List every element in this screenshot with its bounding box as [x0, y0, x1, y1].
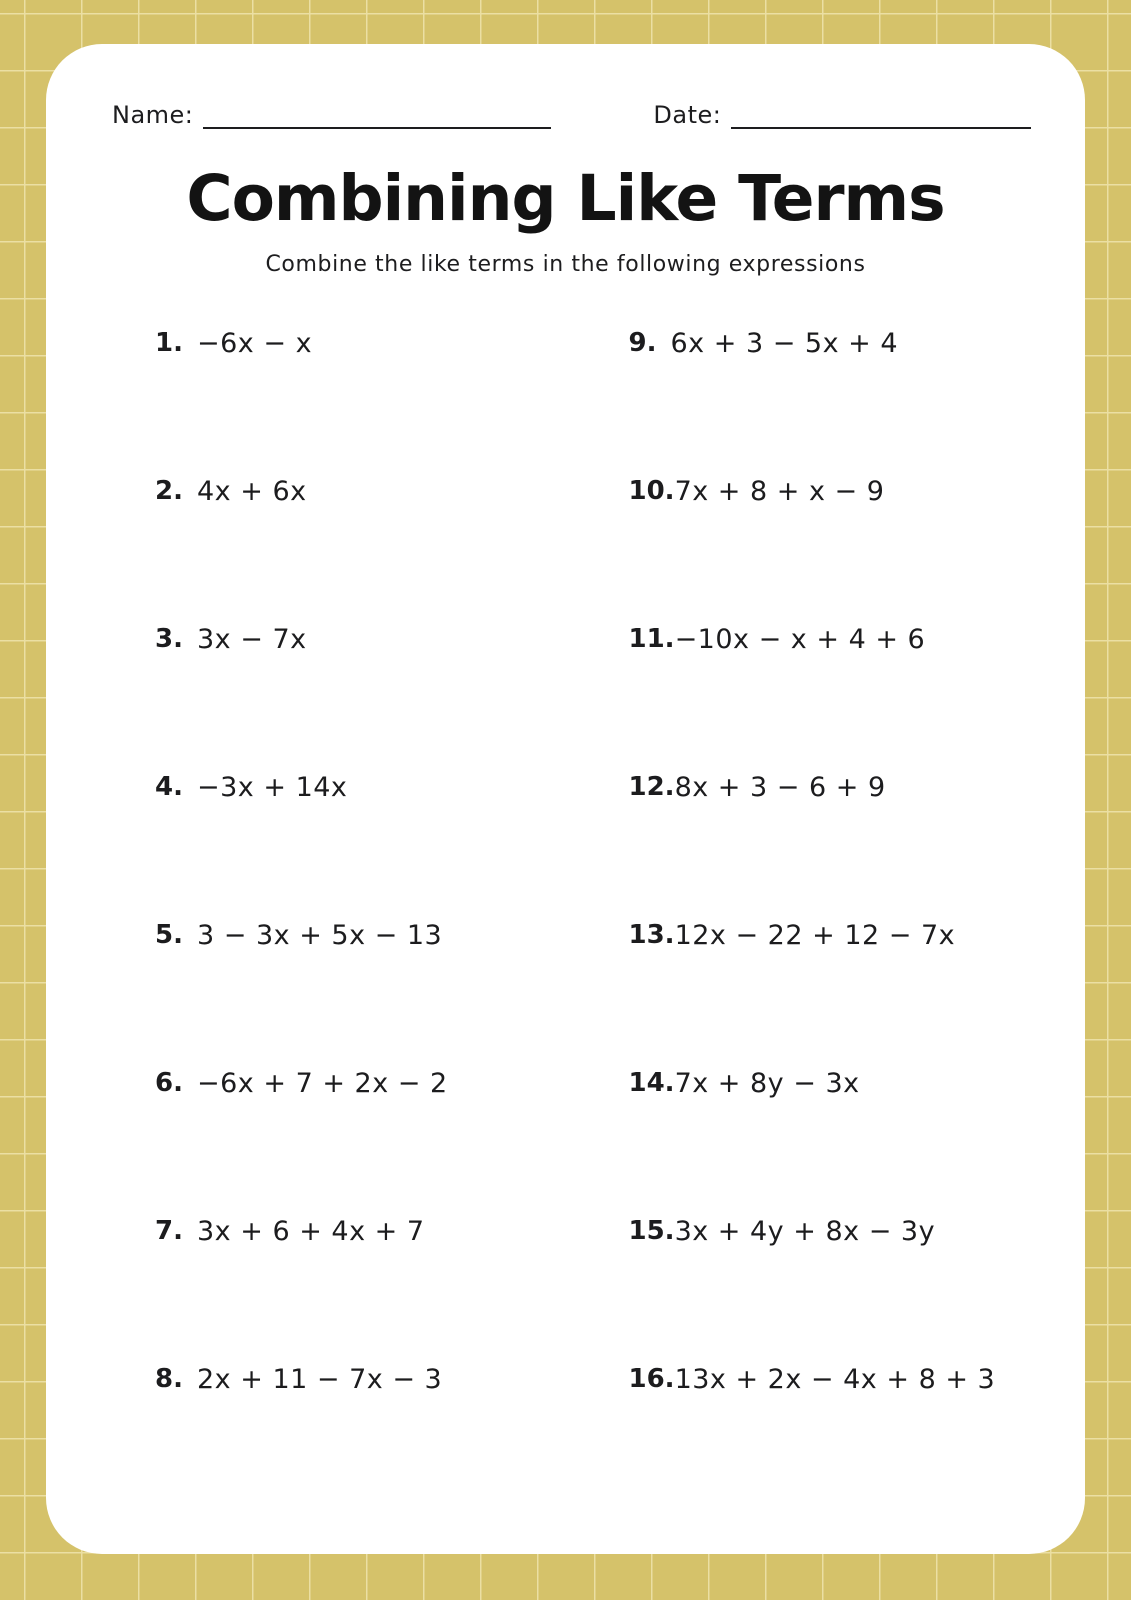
problem-expression: 7x + 8y − 3x	[674, 1068, 860, 1099]
problem-number: 7.	[155, 1216, 183, 1246]
date-blank-line[interactable]	[731, 103, 1031, 129]
header-fields	[46, 101, 1085, 129]
problems-column-left	[46, 328, 566, 1512]
name-field	[112, 101, 551, 129]
problem-expression: 3x + 4y + 8x − 3y	[674, 1216, 936, 1247]
problem-expression: 3x + 6 + 4x + 7	[197, 1216, 425, 1247]
problem-number: 13.	[628, 920, 675, 950]
problem-number: 6.	[155, 1068, 183, 1098]
problem-number: 14.	[628, 1068, 675, 1098]
problem-expression: 2x + 11 − 7x − 3	[197, 1364, 443, 1395]
problem-number: 5.	[155, 920, 183, 950]
problem-8	[155, 1364, 566, 1512]
problem-expression: 13x + 2x − 4x + 8 + 3	[674, 1364, 996, 1395]
problems-column-right	[566, 328, 1086, 1512]
problem-expression: 4x + 6x	[197, 476, 307, 507]
problem-6	[155, 1068, 566, 1216]
problem-15	[629, 1216, 1086, 1364]
problem-expression: 3 − 3x + 5x − 13	[197, 920, 443, 951]
problem-number: 3.	[155, 624, 183, 654]
problem-expression: 12x − 22 + 12 − 7x	[674, 920, 956, 951]
problem-3	[155, 624, 566, 772]
problems-grid	[46, 328, 1085, 1512]
problem-number: 15.	[628, 1216, 675, 1246]
problem-number: 8.	[155, 1364, 183, 1394]
problem-16	[629, 1364, 1086, 1512]
problem-4	[155, 772, 566, 920]
problem-number: 2.	[155, 476, 183, 506]
problem-expression: −6x − x	[197, 328, 313, 359]
problem-9	[629, 328, 1086, 476]
problem-number: 16.	[628, 1364, 675, 1394]
problem-10	[629, 476, 1086, 624]
problem-5	[155, 920, 566, 1068]
problem-13	[629, 920, 1086, 1068]
problem-12	[629, 772, 1086, 920]
problem-expression: 8x + 3 − 6 + 9	[674, 772, 886, 803]
problem-1	[155, 328, 566, 476]
problem-14	[629, 1068, 1086, 1216]
problem-expression: −10x − x + 4 + 6	[674, 624, 926, 655]
problem-expression: −3x + 14x	[197, 772, 348, 803]
problem-number: 9.	[628, 328, 657, 358]
problem-number: 4.	[155, 772, 183, 802]
problem-11	[629, 624, 1086, 772]
problem-number: 11.	[628, 624, 675, 654]
problem-number: 1.	[155, 328, 183, 358]
date-field	[653, 101, 1031, 129]
problem-number: 10.	[628, 476, 675, 506]
worksheet-card	[46, 44, 1085, 1554]
page-subtitle: Combine the like terms in the following expressions	[265, 252, 866, 277]
problem-expression: 6x + 3 − 5x + 4	[670, 328, 899, 359]
problem-expression: −6x + 7 + 2x − 2	[197, 1068, 448, 1099]
date-label: Date:	[653, 101, 722, 129]
name-label: Name:	[112, 101, 194, 129]
name-blank-line[interactable]	[203, 103, 551, 129]
problem-7	[155, 1216, 566, 1364]
page-title: Combining Like Terms	[186, 162, 945, 235]
problem-number: 12.	[628, 772, 675, 802]
problem-expression: 7x + 8 + x − 9	[674, 476, 885, 507]
problem-expression: 3x − 7x	[197, 624, 307, 655]
problem-2	[155, 476, 566, 624]
